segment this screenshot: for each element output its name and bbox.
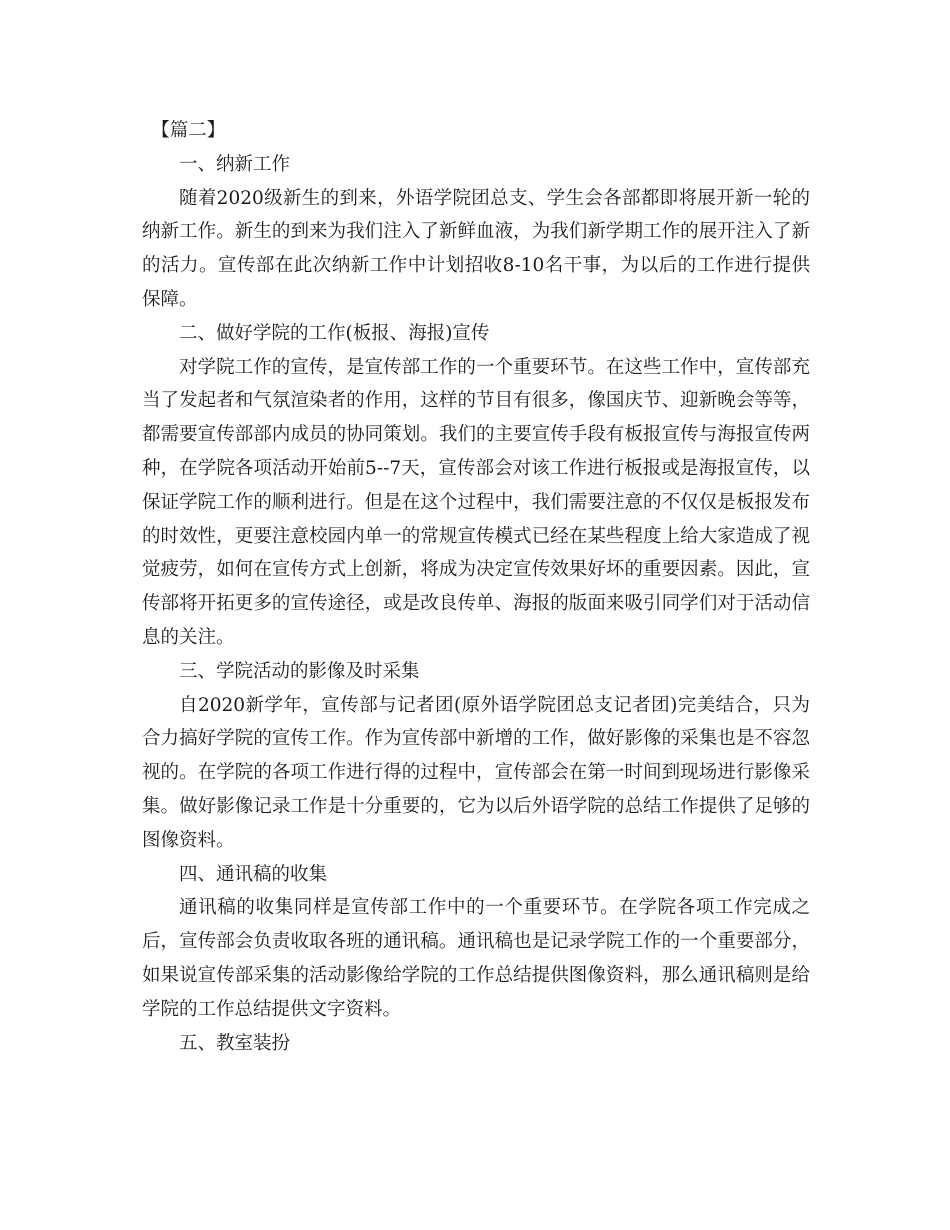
section-heading-4: 四、通讯稿的收集 <box>179 863 328 885</box>
document-body <box>142 114 810 1060</box>
section-heading-3: 三、学院活动的影像及时采集 <box>179 660 420 682</box>
section-heading-1: 一、纳新工作 <box>179 153 291 175</box>
section-paragraph-1: 随着2020级新生的到来，外语学院团总支、学生会各部都即将展开新一轮的纳新工作。新生的到来为我们注入了新鲜血液，为我们新学期工作的展开注入了新的活力。宣传部在此次纳新工作中计划招收8-10名干事，为以后的工作进行提供保障。 <box>142 187 810 310</box>
document-title: 【篇二】 <box>151 120 226 141</box>
section-paragraph-2: 对学院工作的宣传，是宣传部工作的一个重要环节。在这些工作中，宣传部充当了发起者和气氛渲染者的作用，这样的节目有很多，像国庆节、迎新晚会等等，都需要宣传部部内成员的协同策划。我们的主要宣传手段有板报宣传与海报宣传两种，在学院各项活动开始前5--7天，宣传部会对该工作进行板报或是海报宣传，以保证学院工作的顺利进行。但是在这个过程中，我们需要注意的不仅仅是板报发布的时效性，更要注意校园内单一的常规宣传模式已经在某些程度上给大家造成了视觉疲劳，如何在宣传方式上创新，将成为决定宣传效果好坏的重要因素。因此，宣传部将开拓更多的宣传途径，或是改良传单、海报的版面来吸引同学们对于活动信息的关注。 <box>142 356 810 648</box>
section-heading-5: 五、教室装扮 <box>179 1032 291 1054</box>
section-paragraph-3: 自2020新学年，宣传部与记者团(原外语学院团总支记者团)完美结合，只为合力搞好学院的宣传工作。作为宣传部中新增的工作，做好影像的采集也是不容忽视的。在学院的各项工作进行得的过程中，宣传部会在第一时间到现场进行影像采集。做好影像记录工作是十分重要的，它为以后外语学院的总结工作提供了足够的图像资料。 <box>142 694 810 851</box>
section-heading-2: 二、做好学院的工作(板报、海报)宣传 <box>179 322 490 344</box>
section-paragraph-4: 通讯稿的收集同样是宣传部工作中的一个重要环节。在学院各项工作完成之后，宣传部会负责收取各班的通讯稿。通讯稿也是记录学院工作的一个重要部分，如果说宣传部采集的活动影像给学院的工作总结提供图像资料，那么通讯稿则是给学院的工作总结提供文字资料。 <box>142 897 810 1020</box>
